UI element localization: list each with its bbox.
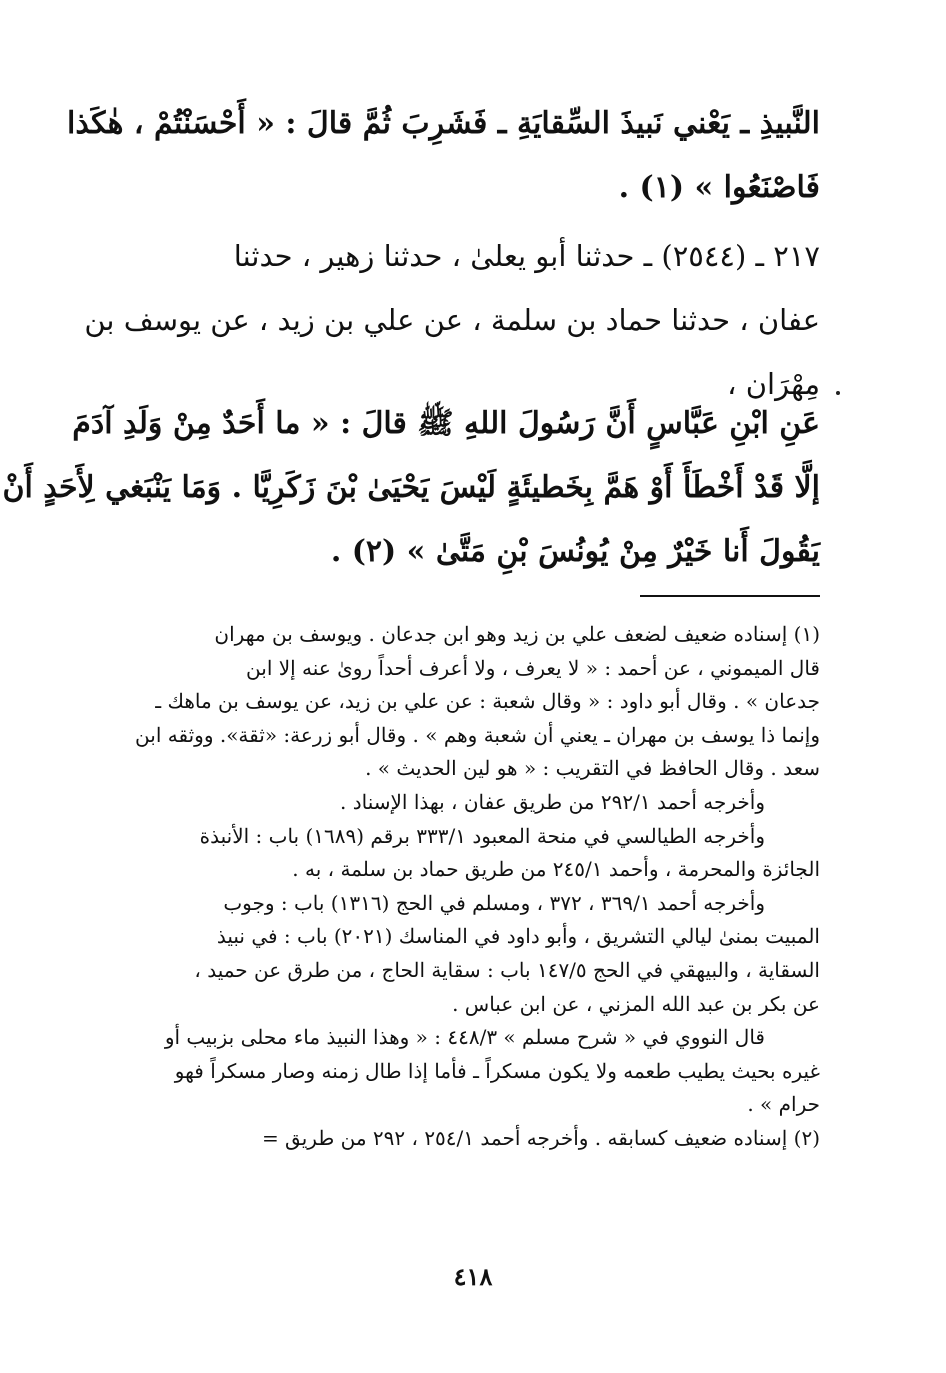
footnote-line: حرام » . — [747, 1092, 820, 1117]
footnote-line: عن بكر بن عبد الله المزني ، عن ابن عباس . — [452, 991, 820, 1016]
footnote-line: وأخرجه أحمد ٣٦٩/١ ، ٣٧٢ ، ومسلم في الحج (١٣١٦) باب : وجوب — [223, 890, 765, 915]
footnote-line: قال النووي في « شرح مسلم » ٤٤٨/٣ : « وهذا النبيذ ماء محلى بزبيب أو — [164, 1025, 765, 1050]
text-line: فَاصْنَعُوا » (١) . — [618, 170, 820, 205]
page-number: ٤١٨ — [453, 1262, 493, 1291]
text-line: عَنِ ابْنِ عَبَّاسٍ أَنَّ رَسُولَ اللهِ ﷺ قالَ : « ما أَحَدٌ مِنْ وَلَدِ آدَمَ — [72, 406, 820, 441]
text-line: عفان ، حدثنا حماد بن سلمة ، عن علي بن زيد ، عن يوسف بن — [84, 303, 820, 337]
margin-dot — [836, 391, 840, 395]
hadith-isnad — [84, 224, 820, 416]
footnote-line: (١) إسناده ضعيف لضعف علي بن زيد وهو ابن جدعان . ويوسف بن مهران — [214, 622, 820, 646]
footnote-line: المبيت بمنىٰ ليالي التشريق ، وأبو داود في المناسك (٢٠٢١) باب : في نبيذ — [216, 924, 820, 949]
text-line: يَقُولَ أَنا خَيْرٌ مِنْ يُونُسَ بْنِ مَتَّىٰ » (٢) . — [330, 534, 820, 569]
footnote-line: (٢) إسناده ضعيف كسابقه . وأخرجه أحمد ٢٥٤/١ ، ٢٩٢ من طريق = — [261, 1125, 820, 1150]
footnote-line: وأخرجه الطيالسي في منحة المعبود ٣٣٣/١ برقم (١٦٨٩) باب : الأنبذة — [199, 823, 765, 848]
footnote-line: غيره بحيث يطيب طعمه ولا يكون مسكراً ـ فأما إذا طال زمنه وصار مسكراً فهو — [174, 1058, 820, 1083]
footnote-line: قال الميموني ، عن أحمد : « لا يعرف ، ولا أعرف أحداً روىٰ عنه إلا ابن — [246, 655, 820, 680]
text-line: مِهْرَان ، — [727, 367, 820, 401]
footnote-divider — [640, 595, 820, 597]
footnote-line: الجائزة والمحرمة ، وأحمد ٢٤٥/١ من طريق حماد بن سلمة ، به . — [292, 857, 820, 882]
hadith-matn — [2, 392, 820, 584]
text-line: النَّبيذِ ـ يَعْني نَبيذَ السِّقايَةِ ـ فَشَرِبَ ثُمَّ قالَ : « أَحْسَنْتُمْ ، هٰكَذا — [67, 106, 820, 141]
footnote-line: جدعان » . وقال أبو داود : « وقال شعبة : عن علي بن زيد، عن يوسف بن ماهك ـ — [155, 689, 820, 714]
footnote-line: وأخرجه أحمد ٢٩٢/١ من طريق عفان ، بهذا الإسناد . — [339, 789, 765, 814]
footnote-line: سعد . وقال الحافظ في التقريب : « هو لين الحديث » . — [365, 756, 820, 781]
text-line: ٢١٧ ـ (٢٥٤٤) ـ حدثنا أبو يعلىٰ ، حدثنا زهير ، حدثنا — [233, 239, 820, 273]
footnotes — [130, 618, 820, 1156]
text-line: إلَّا قَدْ أَخْطَأَ أَوْ هَمَّ بِخَطيئَةٍ لَيْسَ يَحْيَىٰ بْنَ زَكَرِيَّا . وَمَا يَنْبَغي لِأَحَدٍ أَنْ — [2, 470, 820, 505]
hadith-text-continuation — [67, 92, 820, 220]
footnote-line: وإنما ذا يوسف بن مهران ـ يعني أن شعبة وهم » . وقال أبو زرعة: «ثقة». ووثقه ابن — [135, 722, 820, 747]
footnote-line: السقاية ، والبيهقي في الحج ١٤٧/٥ باب : سقاية الحاج ، من طرق عن حميد ، — [194, 957, 820, 982]
